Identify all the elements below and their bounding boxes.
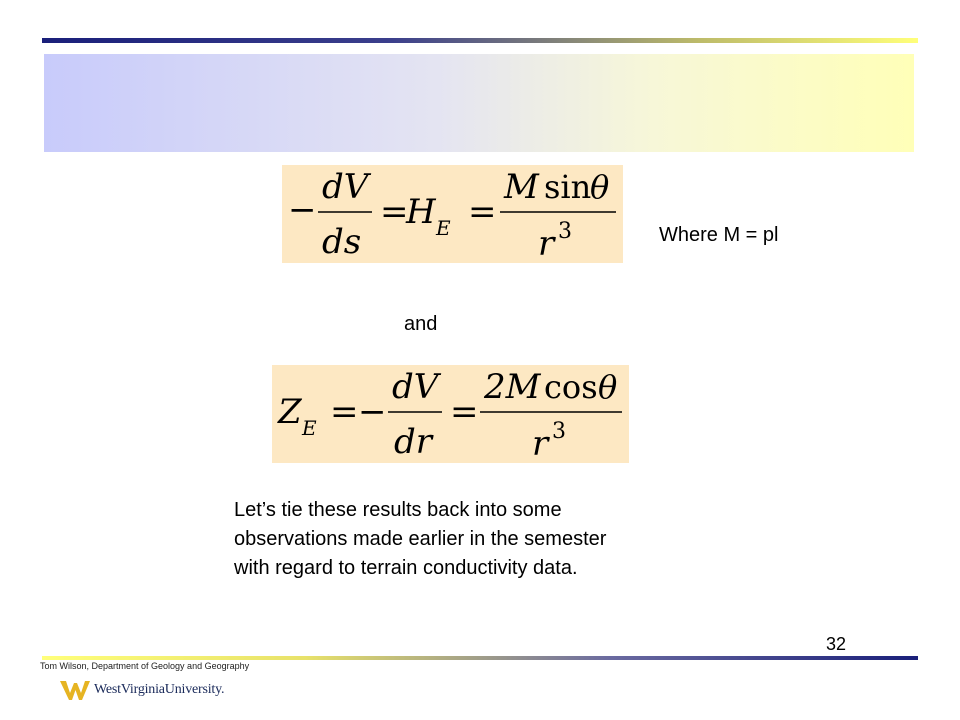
eq2-z-subscript: E	[302, 416, 317, 440]
eq2-rhs-2m: 2M	[484, 367, 541, 407]
equation-z-e	[272, 365, 629, 463]
where-m-label: Where M = pl	[659, 224, 779, 246]
page-number: 32	[826, 634, 847, 654]
paragraph-line-2: observations made earlier in the semester	[234, 528, 607, 550]
eq1-lhs-denominator: ds	[322, 222, 362, 262]
eq2-rhs-cos: cos	[544, 368, 598, 406]
title-band	[44, 54, 914, 152]
eq1-rhs-theta: θ	[590, 168, 610, 206]
wvu-flying-wv-icon	[60, 679, 90, 701]
eq2-equals-2: =	[450, 392, 479, 432]
paragraph-line-1: Let’s tie these results back into some	[234, 499, 562, 521]
eq1-rhs-exponent: 3	[558, 219, 572, 244]
top-divider	[42, 38, 918, 43]
eq1-equals-1: =	[380, 192, 409, 232]
wvu-logo	[60, 676, 224, 704]
eq1-rhs-sin: sin	[544, 168, 592, 206]
eq1-equals-2: =	[468, 192, 497, 232]
eq2-mid-numerator: dV	[392, 367, 439, 407]
eq2-equals-1: =	[330, 392, 359, 432]
bottom-divider	[42, 656, 918, 660]
eq1-rhs-m: M	[504, 167, 539, 207]
body-paragraph	[234, 496, 794, 583]
eq2-rhs-r: r	[532, 424, 549, 463]
paragraph-line-3: with regard to terrain conductivity data.	[234, 557, 578, 579]
eq1-lhs-numerator: dV	[322, 167, 369, 207]
eq1-rhs-r: r	[538, 224, 555, 263]
equation-h-e-svg	[282, 165, 623, 263]
eq2-rhs-theta: θ	[598, 368, 618, 406]
eq1-h: H	[406, 192, 436, 232]
eq1-h-subscript: E	[436, 216, 451, 240]
footer-credit: Tom Wilson, Department of Geology and Geography	[40, 661, 250, 671]
eq1-minus: −	[288, 190, 317, 230]
and-label: and	[404, 313, 438, 335]
wvu-logo-text: WestVirginiaUniversity.	[94, 682, 225, 697]
equation-h-e	[282, 165, 623, 263]
eq2-z: Z	[278, 392, 302, 432]
equation-z-e-svg	[272, 365, 629, 463]
eq2-mid-denominator: dr	[394, 422, 433, 462]
eq2-rhs-exponent: 3	[552, 419, 566, 444]
eq2-minus: −	[358, 392, 387, 432]
